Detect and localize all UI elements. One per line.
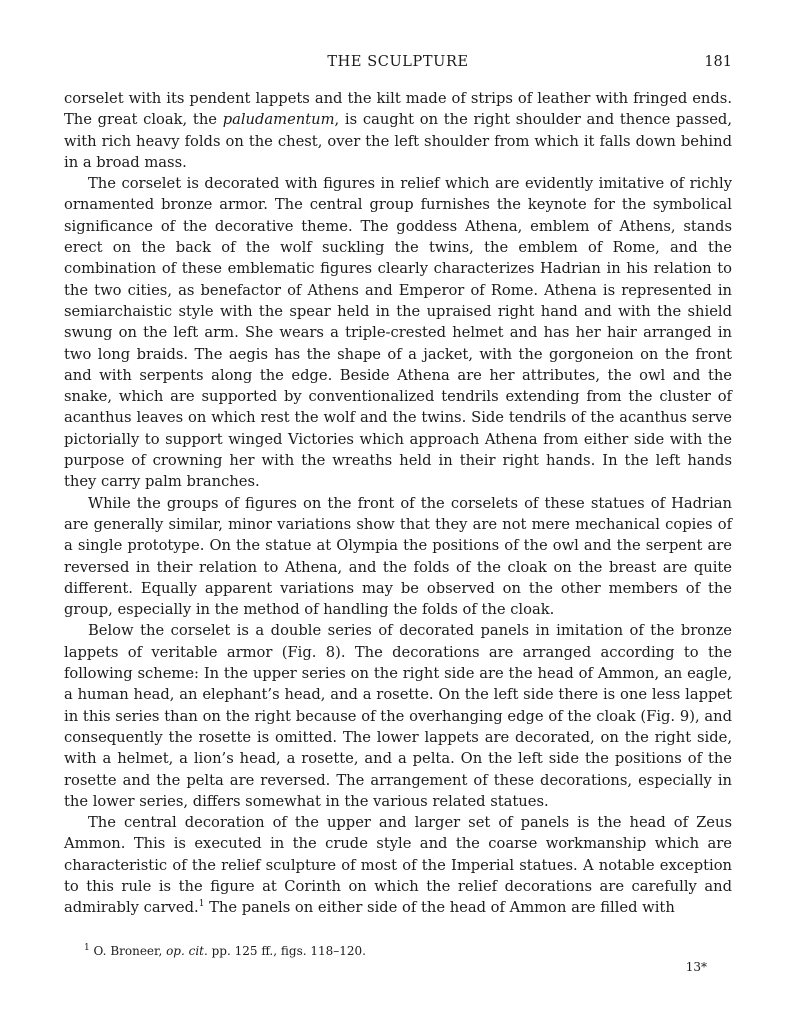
paragraph-4	[64, 620, 732, 812]
text-run: , is caught on the right shoulder and thence passed, with rich heavy folds on the chest, over the left shoulder from which it falls down behind in a broad mass.	[64, 111, 733, 171]
paragraph-3	[64, 493, 732, 621]
text-run: O. Broneer,	[89, 944, 167, 958]
page-number: 181	[704, 54, 732, 70]
text-run: While the groups of figures on the front of the corselets of these statues of Hadrian are generally similar, minor variations show that they are not mere mechanical copies of a single prototype. On the statue at Olympia the positions of the owl and the serpent are reversed in their relation to Athena, and the folds of the cloak on the breast are quite different. Equally apparent variations may be observed on the other members of the group, especially in the method of handling the folds of the cloak.	[64, 494, 732, 619]
text-run: The corselet is decorated with figures in relief which are evidently imitative of richly ornamented bronze armor. The central group furnishes the keynote for the symbolical significance of the decorative theme. The goddess Athena, emblem of Athens, stands erect on the back of the wolf suckling the twins, the emblem of Rome, and the combination of these emblematic figures clearly characterizes Hadrian in his relation to the two cities, as benefactor of Athens and Emperor of Rome. Athena is represented in semiarchaistic style with the spear held in the upraised right hand and with the shield swung on the left arm. She wears a triple-crested helmet and has her hair arranged in two long braids. The aegis has the shape of a jacket, with the gorgoneion on the front and with serpents along the edge. Beside Athena are her attributes, the owl and the snake, which are supported by conventionalized tendrils extending from the cluster of acanthus leaves on which rest the wolf and the twins. Side tendrils of the acanthus serve pictorially to support winged Victories which approach Athena from either side with the purpose of crowning her with the wreaths held in their right hands. In the left hands they carry palm branches.	[64, 175, 732, 491]
running-head: THE SCULPTURE	[327, 54, 469, 70]
body-text	[64, 88, 732, 919]
footnote	[84, 943, 724, 959]
paragraph-5	[64, 812, 732, 918]
text-run: The panels on either side of the head of Ammon are filled with	[204, 899, 675, 917]
text-run: corselet with its pendent lappets and the kilt made of strips of leather with fringed ends. The great cloak, the	[64, 90, 732, 129]
signature-mark: 13*	[685, 960, 707, 974]
text-run: pp. 125 ff., figs. 118–120.	[207, 944, 366, 958]
footnote-marker: 1	[198, 899, 205, 910]
footnote-marker: 1	[84, 943, 90, 953]
paragraph-1	[64, 88, 732, 173]
italic-run: paludamentum	[222, 111, 335, 129]
italic-run: op. cit.	[166, 944, 208, 958]
paragraph-2	[64, 173, 732, 492]
text-run: The central decoration of the upper and larger set of panels is the head of Zeus Ammon. This is executed in the crude style and the coarse workmanship which are characteristic of the relief sculpture of most of the Imperial statues. A notable exception to this rule is the figure at Corinth on which the relief decorations are carefully and admirably carved.	[64, 814, 732, 917]
page-header	[64, 54, 732, 78]
text-run: Below the corselet is a double series of decorated panels in imitation of the bronze lappets of veritable armor (Fig. 8). The decorations are arranged according to the following scheme: In the upper series on the right side are the head of Ammon, an eagle, a human head, an elephant’s head, and a rosette. On the left side there is one less lappet in this series than on the right because of the overhanging edge of the cloak (Fig. 9), and consequently the rosette is omitted. The lower lappets are decorated, on the right side, with a helmet, a lion’s head, a rosette, and a pelta. On the left side the positions of the rosette and the pelta are reversed. The arrangement of these decorations, especially in the lower series, differs somewhat in the various related statues.	[64, 622, 732, 810]
